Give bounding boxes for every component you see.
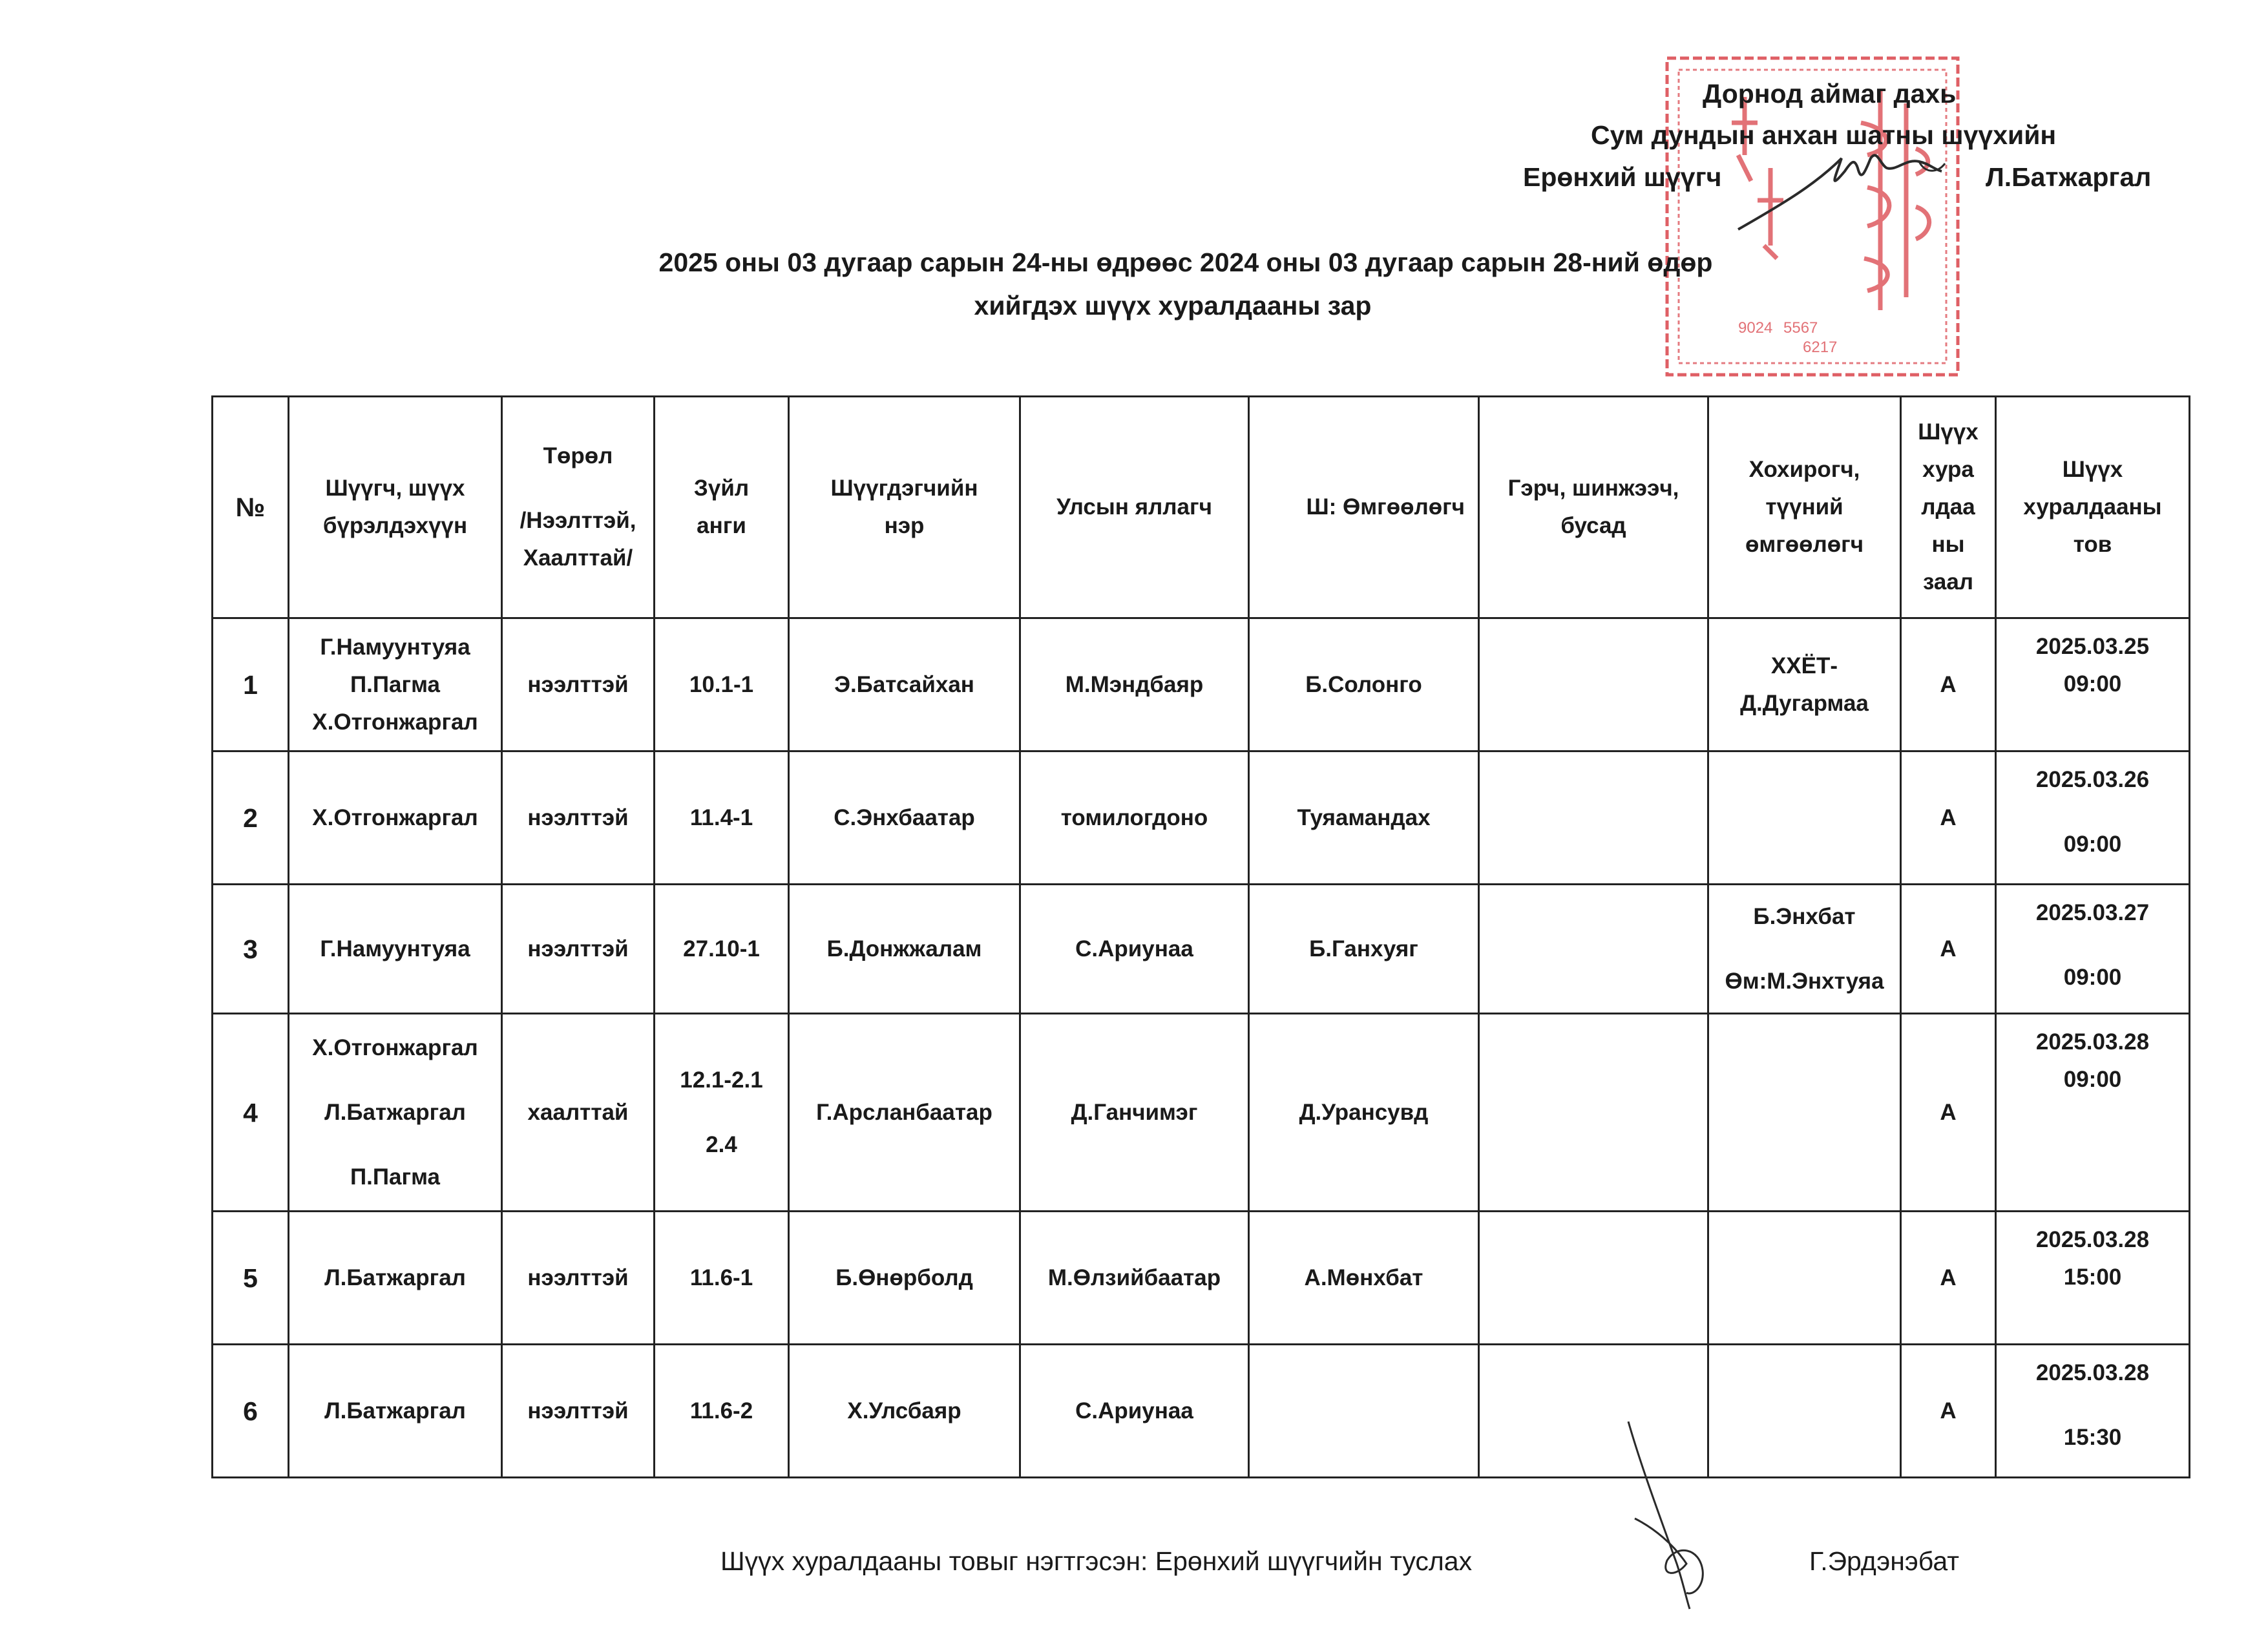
header-room-line: хура (1922, 457, 1974, 482)
cell-defendant: Э.Батсайхан (789, 618, 1020, 751)
cell-num: 3 (213, 885, 289, 1014)
stamp-text-3: 6217 (1803, 339, 1838, 356)
header-article (655, 397, 789, 618)
victim-line: Өм:М.Энхтуяа (1725, 968, 1884, 994)
cell-judge (289, 1014, 502, 1212)
schedule-time: 09:00 (2063, 832, 2122, 857)
cell-judge (289, 1212, 502, 1345)
judge-name: П.Пагма (350, 1164, 440, 1190)
cell-judge (289, 751, 502, 885)
victim-line: Д.Дугармаа (1740, 690, 1869, 716)
header-article-line: Зүйл (693, 476, 750, 501)
header-defendant-line: нэр (884, 513, 925, 538)
article-line: 27.10-1 (683, 936, 760, 961)
victim-line: Б.Энхбат (1753, 903, 1856, 929)
cell-type: нээлттэй (502, 751, 655, 885)
header-court-location: Дорнод аймаг дахь (1703, 79, 1957, 109)
cell-article (655, 885, 789, 1014)
cell-victim (1708, 1345, 1901, 1478)
schedule-time: 15:30 (2063, 1425, 2122, 1450)
header-room-line: ны (1931, 532, 1965, 557)
judge-name: Г.Намуунтуяа (320, 634, 470, 660)
cell-victim (1708, 618, 1901, 751)
cell-schedule (1996, 885, 2190, 1014)
cell-defender: Б.Солонго (1249, 618, 1479, 751)
cell-prosecutor: С.Ариунаа (1020, 1345, 1249, 1478)
schedule-date: 2025.03.28 (2035, 1360, 2150, 1385)
cell-room: А (1901, 618, 1996, 751)
cell-defendant: Г.Арсланбаатар (789, 1014, 1020, 1212)
table-header-row (213, 397, 2190, 618)
article-line: 11.4-1 (689, 804, 753, 830)
header-schedule-line: тов (2073, 532, 2112, 557)
header-room-line: Шүүх (1918, 419, 1979, 445)
cell-schedule (1996, 1014, 2190, 1212)
cell-num: 2 (213, 751, 289, 885)
judge-name: Х.Отгонжаргал (312, 804, 478, 830)
table-row (213, 885, 2190, 1014)
article-line: 11.6-2 (689, 1398, 753, 1423)
header-room-line: лдаа (1921, 494, 1975, 520)
header-schedule (1996, 397, 2190, 618)
cell-room: А (1901, 1014, 1996, 1212)
cell-victim (1708, 885, 1901, 1014)
cell-defender (1249, 1345, 1479, 1478)
header-defender: Ш: Өмгөөлөгч (1249, 397, 1479, 618)
header-article-line: анги (697, 513, 746, 538)
table-row (213, 1212, 2190, 1345)
cell-room: А (1901, 885, 1996, 1014)
article-line: 12.1-2.1 (680, 1067, 763, 1093)
assistant-signature (1615, 1415, 1732, 1615)
cell-article (655, 1345, 789, 1478)
table-row (213, 1014, 2190, 1212)
cell-type: нээлттэй (502, 618, 655, 751)
cell-judge (289, 885, 502, 1014)
cell-num: 1 (213, 618, 289, 751)
judge-name: Г.Намуунтуяа (320, 936, 470, 961)
page-title: 2025 оны 03 дугаар сарын 24-ны өдрөөс 2024 оны 03 дугаар сарын 28-ний өдөр (658, 247, 1713, 277)
header-judge (289, 397, 502, 618)
cell-room: А (1901, 1212, 1996, 1345)
header-schedule-line: хуралдааны (2023, 494, 2162, 520)
judge-name: Л.Батжаргал (324, 1265, 466, 1290)
article-line: 10.1-1 (689, 671, 754, 697)
cell-defender: Д.Урансувд (1249, 1014, 1479, 1212)
schedule-date: 2025.03.25 (2035, 634, 2150, 659)
article-line: 11.6-1 (689, 1265, 753, 1290)
header-room-line: заал (1922, 569, 1974, 594)
table-row (213, 618, 2190, 751)
schedule-time: 09:00 (2063, 1067, 2122, 1092)
header-num: № (213, 397, 289, 618)
cell-defendant: Х.Улсбаяр (789, 1345, 1020, 1478)
cell-defendant: Б.Өнөрболд (789, 1212, 1020, 1345)
cell-victim (1708, 1014, 1901, 1212)
cell-schedule (1996, 1212, 2190, 1345)
schedule-time: 09:00 (2063, 671, 2122, 697)
cell-defender: Б.Ганхуяг (1249, 885, 1479, 1014)
header-chief-judge-name: Л.Батжаргал (1986, 162, 2152, 192)
hearing-schedule-table (211, 395, 2190, 1478)
cell-type: нээлттэй (502, 1212, 655, 1345)
header-defendant-line: Шүүгдэгчийн (830, 476, 978, 501)
judge-name: Х.Отгонжаргал (312, 1035, 478, 1060)
cell-judge (289, 618, 502, 751)
header-judge-line: Шүүгч, шүүх (325, 476, 465, 501)
cell-room: А (1901, 751, 1996, 885)
cell-type: нээлттэй (502, 1345, 655, 1478)
header-victim-line: түүний (1765, 494, 1843, 520)
schedule-date: 2025.03.28 (2035, 1029, 2150, 1055)
cell-article (655, 1212, 789, 1345)
cell-num: 4 (213, 1014, 289, 1212)
header-witness (1479, 397, 1708, 618)
header-defendant (789, 397, 1020, 618)
judge-name: Л.Батжаргал (324, 1398, 466, 1423)
cell-num: 6 (213, 1345, 289, 1478)
header-type-line: Төрөл (543, 443, 613, 468)
cell-article (655, 1014, 789, 1212)
article-line: 2.4 (706, 1131, 737, 1157)
header-type-line: /Нээлттэй, (520, 508, 636, 533)
chief-judge-signature (1732, 132, 1951, 242)
cell-witness (1479, 1212, 1708, 1345)
cell-witness (1479, 751, 1708, 885)
schedule-time: 15:00 (2063, 1265, 2122, 1290)
footer-compiled-by-label: Шүүх хуралдааны товыг нэгтгэсэн: Ерөнхий шүүгчийн туслах (720, 1546, 1473, 1576)
header-type-line: Хаалттай/ (523, 545, 633, 571)
cell-schedule (1996, 751, 2190, 885)
cell-defender: Туяамандах (1249, 751, 1479, 885)
cell-article (655, 751, 789, 885)
cell-num: 5 (213, 1212, 289, 1345)
header-witness-line: Гэрч, шинжээч, (1507, 476, 1679, 501)
schedule-time: 09:00 (2063, 965, 2122, 990)
cell-prosecutor: М.Мэндбаяр (1020, 618, 1249, 751)
cell-article (655, 618, 789, 751)
stamp-text-2: 5567 (1783, 319, 1818, 337)
cell-victim (1708, 751, 1901, 885)
header-room (1901, 397, 1996, 618)
cell-type: хаалттай (502, 1014, 655, 1212)
cell-schedule (1996, 618, 2190, 751)
cell-judge (289, 1345, 502, 1478)
header-judge-line: бүрэлдэхүүн (322, 513, 468, 538)
cell-room: А (1901, 1345, 1996, 1478)
header-witness-line: бусад (1560, 513, 1626, 538)
header-victim-line: өмгөөлөгч (1745, 532, 1864, 557)
header-schedule-line: Шүүх (2062, 457, 2123, 482)
cell-defendant: С.Энхбаатар (789, 751, 1020, 885)
cell-prosecutor: М.Өлзийбаатар (1020, 1212, 1249, 1345)
schedule-date: 2025.03.26 (2035, 767, 2150, 792)
cell-type: нээлттэй (502, 885, 655, 1014)
header-type (502, 397, 655, 618)
cell-witness (1479, 618, 1708, 751)
header-victim-line: Хохирогч, (1748, 457, 1860, 482)
judge-name: Х.Отгонжаргал (312, 709, 478, 735)
header-chief-judge-label: Ерөнхий шүүгч (1523, 162, 1722, 192)
cell-defender: А.Мөнхбат (1249, 1212, 1479, 1345)
cell-defendant: Б.Донжжалам (789, 885, 1020, 1014)
judge-name: П.Пагма (350, 671, 440, 697)
stamp-text-1: 9024 (1738, 319, 1773, 337)
cell-victim (1708, 1212, 1901, 1345)
header-victim (1708, 397, 1901, 618)
cell-witness (1479, 1014, 1708, 1212)
schedule-date: 2025.03.27 (2035, 900, 2150, 925)
header-prosecutor: Улсын яллагч (1020, 397, 1249, 618)
cell-schedule (1996, 1345, 2190, 1478)
header-court-name: Сум дундын анхан шатны шүүхийн (1591, 120, 2057, 150)
cell-prosecutor: томилогдоно (1020, 751, 1249, 885)
judge-name: Л.Батжаргал (324, 1099, 466, 1125)
cell-prosecutor: Д.Ганчимэг (1020, 1014, 1249, 1212)
cell-witness (1479, 885, 1708, 1014)
cell-prosecutor: С.Ариунаа (1020, 885, 1249, 1014)
schedule-date: 2025.03.28 (2035, 1227, 2150, 1252)
footer-compiled-by-name: Г.Эрдэнэбат (1809, 1546, 1960, 1576)
table-row (213, 1345, 2190, 1478)
victim-line: ХХЁТ- (1770, 653, 1838, 678)
page-subtitle: хийгдэх шүүх хуралдааны зар (974, 291, 1372, 320)
table-row (213, 751, 2190, 885)
